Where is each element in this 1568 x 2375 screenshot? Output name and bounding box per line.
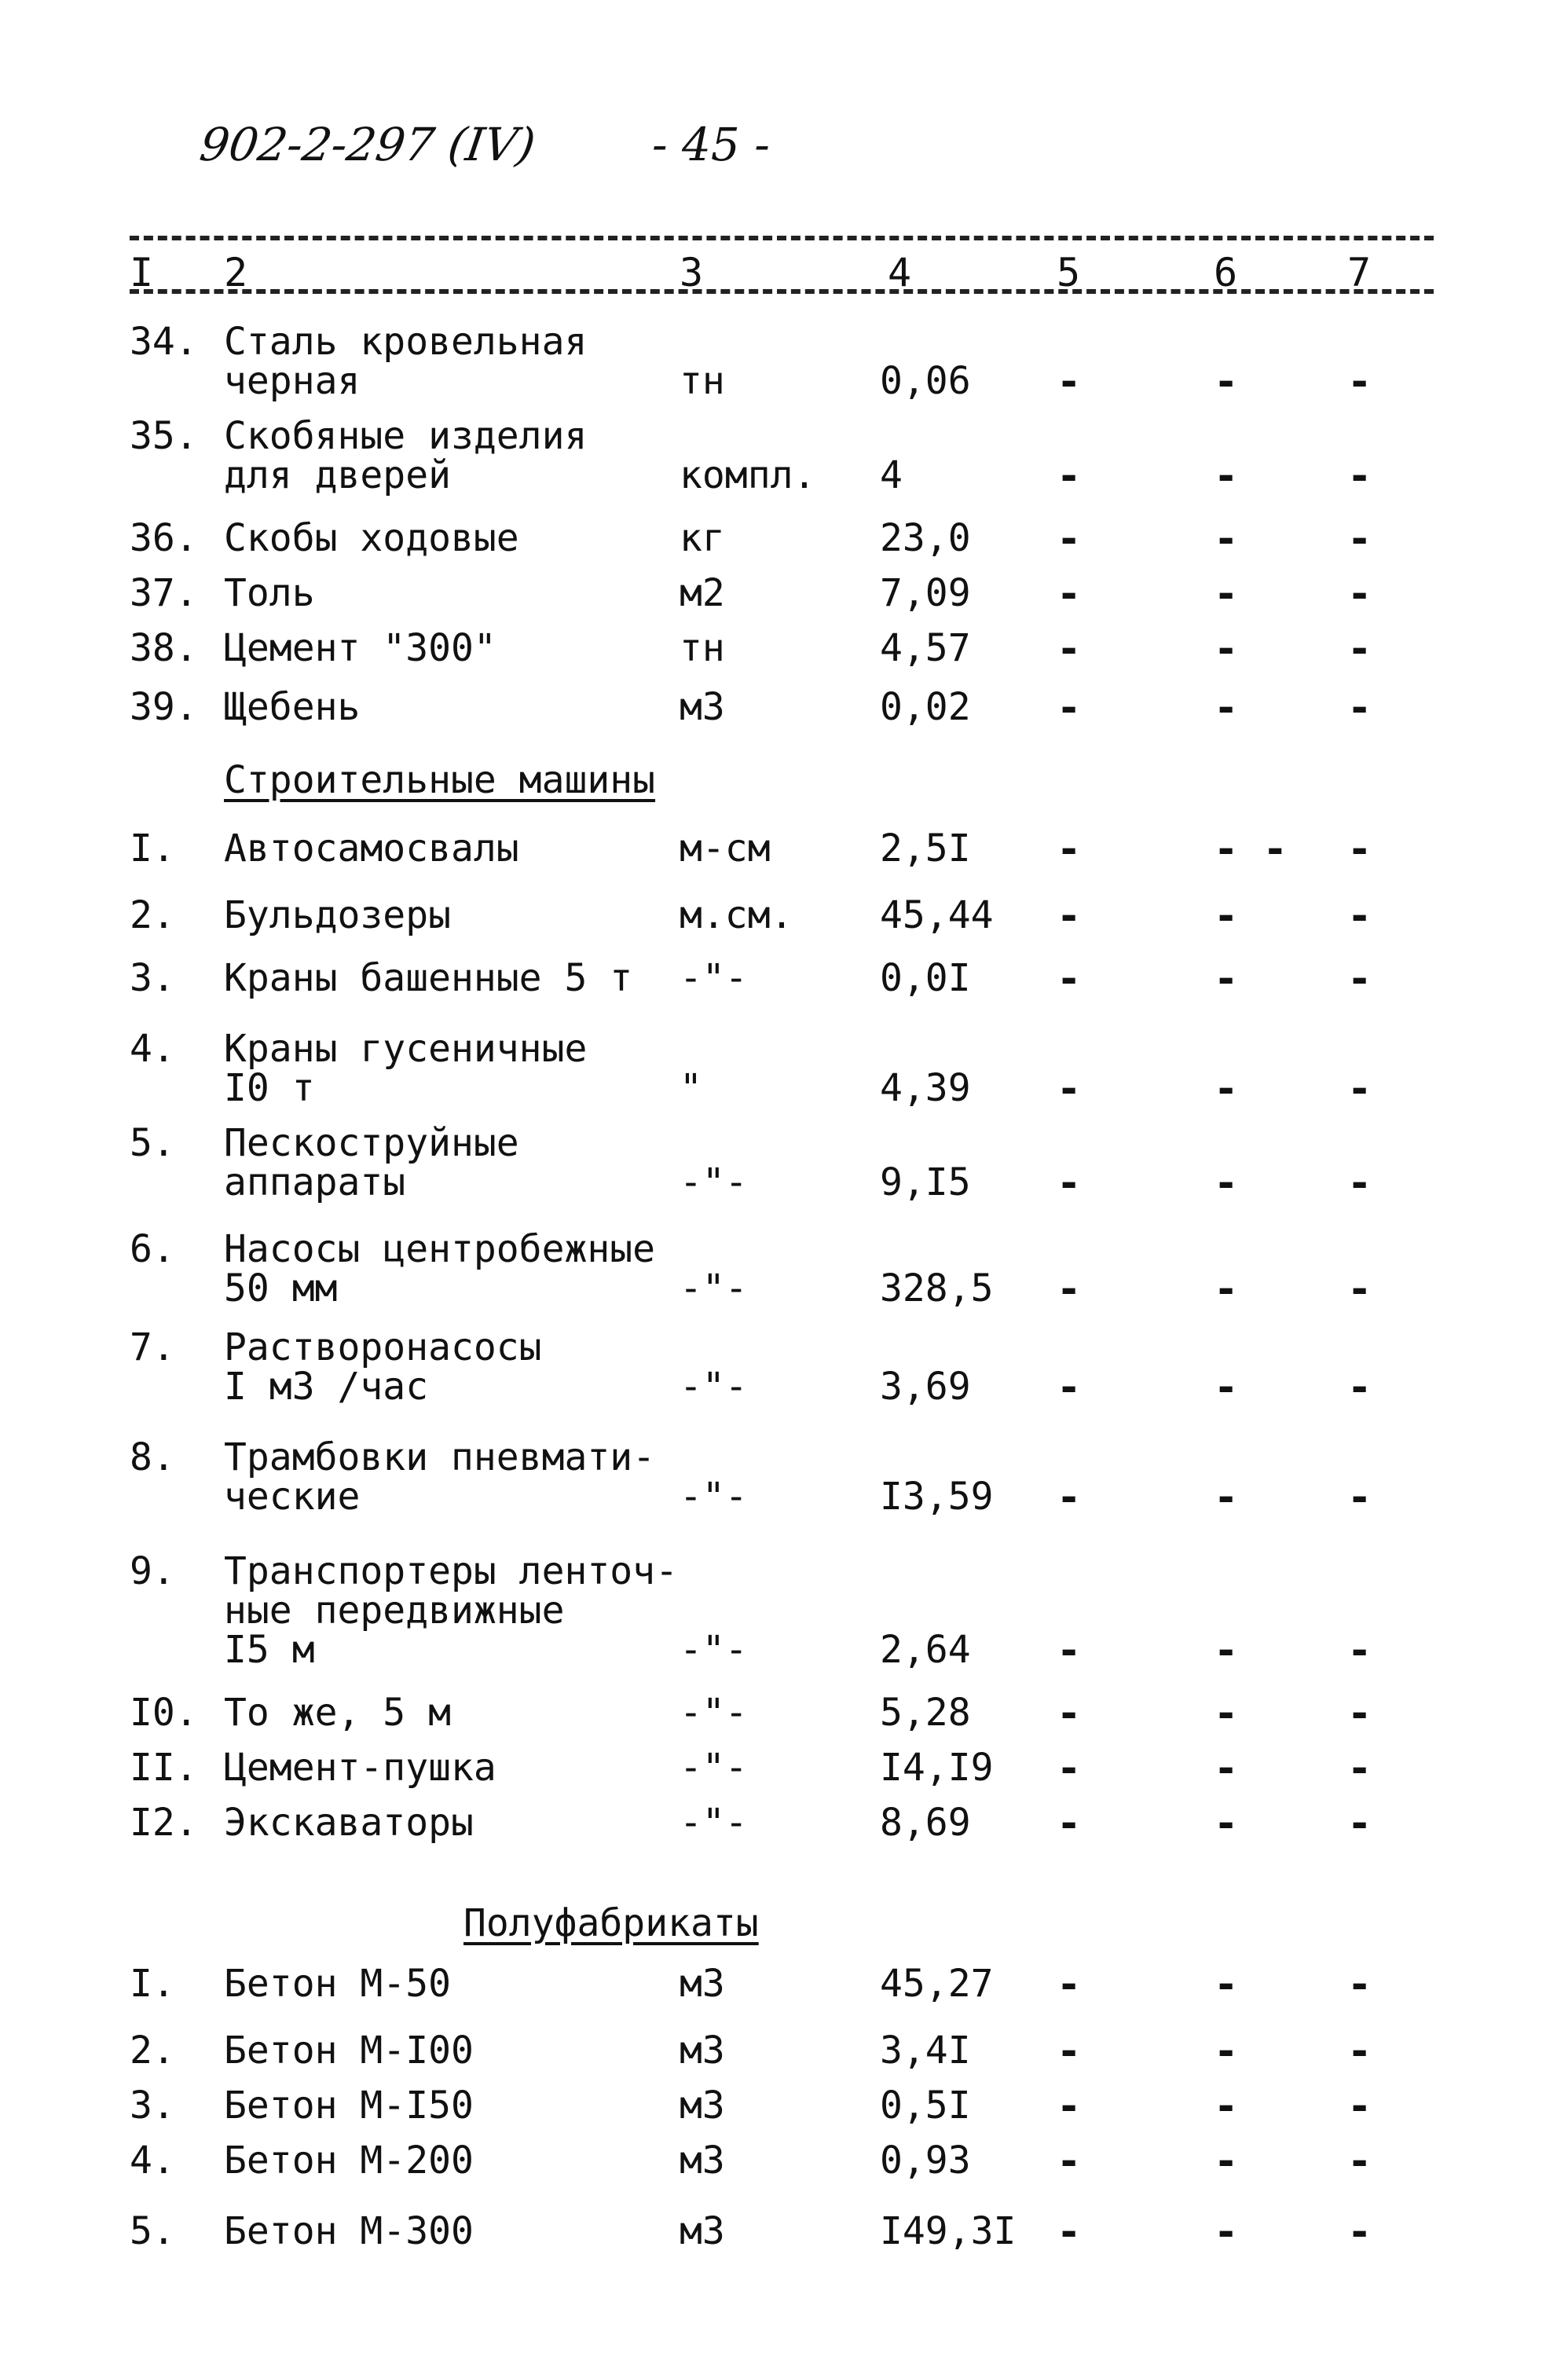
item-unit: тн [680, 359, 725, 403]
column-6-value: - [1214, 892, 1239, 940]
column-7-value: - [1347, 1745, 1372, 1792]
row-number: 9. [130, 1549, 175, 1593]
column-5-value: - [1057, 2083, 1082, 2130]
item-quantity: 45,27 [880, 1962, 994, 2006]
column-7-value: - [1347, 453, 1372, 500]
item-quantity: 2,5I [880, 826, 971, 870]
column-7-value: - [1347, 515, 1372, 563]
column-5-value: - [1057, 1690, 1082, 1737]
item-name: Щебень [224, 685, 361, 729]
item-unit: -"- [680, 1691, 748, 1735]
row-number: 7. [130, 1325, 175, 1369]
column-5-value: - [1057, 2138, 1082, 2185]
item-unit: " [680, 1066, 702, 1110]
column-7-value: - [1347, 955, 1372, 1002]
document-code: 902-2-297 (IV) [196, 118, 539, 171]
column-5-value: - [1057, 1745, 1082, 1792]
column-6-value: - [1214, 1474, 1239, 1521]
item-name: Пескоструйные аппараты [224, 1121, 519, 1204]
column-6-value: - [1214, 2208, 1239, 2256]
row-number: 8. [130, 1435, 175, 1479]
column-header-7: 7 [1347, 250, 1372, 295]
column-6-value: - [1214, 625, 1239, 673]
item-quantity: 5,28 [880, 1691, 971, 1735]
item-name: Краны гусеничные I0 т [224, 1027, 588, 1110]
item-quantity: 4 [880, 453, 903, 497]
item-unit: м3 [680, 2084, 725, 2128]
row-number: 4. [130, 2139, 175, 2183]
item-unit: м-см [680, 826, 771, 870]
column-6-value: - - [1214, 826, 1288, 873]
row-number: 3. [130, 956, 175, 1000]
item-unit: м3 [680, 1962, 725, 2006]
item-quantity: 0,93 [880, 2139, 971, 2183]
item-quantity: 0,0I [880, 956, 971, 1000]
column-6-value: - [1214, 1364, 1239, 1411]
column-7-value: - [1347, 826, 1372, 873]
column-7-value: - [1347, 1065, 1372, 1112]
item-name: Скобы ходовые [224, 516, 519, 560]
item-name: Бетон М-50 [224, 1962, 451, 2006]
item-name: Автосамосвалы [224, 826, 519, 870]
column-5-value: - [1057, 1474, 1082, 1521]
column-7-value: - [1347, 570, 1372, 618]
column-5-value: - [1057, 1160, 1082, 1207]
column-6-value: - [1214, 1627, 1239, 1674]
header-rule-top [130, 236, 1434, 240]
item-quantity: 328,5 [880, 1266, 994, 1310]
row-number: 35. [130, 414, 198, 458]
item-unit: м2 [680, 571, 725, 615]
item-name: Бетон М-200 [224, 2139, 474, 2183]
column-7-value: - [1347, 1961, 1372, 2008]
column-7-value: - [1347, 2028, 1372, 2075]
column-7-value: - [1347, 358, 1372, 405]
row-number: 5. [130, 2209, 175, 2253]
column-6-value: - [1214, 453, 1239, 500]
item-name: Бетон М-I00 [224, 2029, 474, 2073]
item-unit: -"- [680, 1475, 748, 1519]
column-6-value: - [1214, 1065, 1239, 1112]
row-number: I. [130, 826, 175, 870]
item-unit: -"- [680, 1746, 748, 1790]
column-7-value: - [1347, 2208, 1372, 2256]
column-5-value: - [1057, 1961, 1082, 2008]
column-7-value: - [1347, 1627, 1372, 1674]
item-name: Растворонасосы I м3 /час [224, 1325, 542, 1409]
column-5-value: - [1057, 1266, 1082, 1313]
item-unit: -"- [680, 1160, 748, 1204]
item-name: Толь [224, 571, 315, 615]
column-6-value: - [1214, 1266, 1239, 1313]
column-6-value: - [1214, 1160, 1239, 1207]
row-number: 38. [130, 626, 198, 670]
item-name: Сталь кровельная черная [224, 320, 588, 403]
column-header-6: 6 [1214, 250, 1238, 295]
row-number: 5. [130, 1121, 175, 1165]
item-quantity: I3,59 [880, 1475, 994, 1519]
section-title-machines: Строительные машины [224, 758, 656, 802]
item-quantity: 23,0 [880, 516, 971, 560]
item-name: Цемент "300" [224, 626, 496, 670]
column-6-value: - [1214, 358, 1239, 405]
column-7-value: - [1347, 1800, 1372, 1847]
column-6-value: - [1214, 2083, 1239, 2130]
column-7-value: - [1347, 1364, 1372, 1411]
item-name: То же, 5 м [224, 1691, 451, 1735]
section-title-semifinished: Полуфабрикаты [463, 1901, 759, 1945]
column-5-value: - [1057, 684, 1082, 731]
row-number: 3. [130, 2084, 175, 2128]
column-6-value: - [1214, 955, 1239, 1002]
column-7-value: - [1347, 2138, 1372, 2185]
column-7-value: - [1347, 1266, 1372, 1313]
item-unit: -"- [680, 1801, 748, 1845]
column-6-value: - [1214, 1690, 1239, 1737]
column-5-value: - [1057, 1065, 1082, 1112]
item-quantity: 2,64 [880, 1628, 971, 1672]
column-7-value: - [1347, 1474, 1372, 1521]
column-7-value: - [1347, 2083, 1372, 2130]
column-6-value: - [1214, 684, 1239, 731]
item-unit: компл. [680, 453, 816, 497]
row-number: 2. [130, 2029, 175, 2073]
item-quantity: 0,5I [880, 2084, 971, 2128]
column-7-value: - [1347, 1160, 1372, 1207]
row-number: I. [130, 1962, 175, 2006]
column-5-value: - [1057, 515, 1082, 563]
item-name: Бетон М-300 [224, 2209, 474, 2253]
item-unit: -"- [680, 956, 748, 1000]
item-quantity: I4,I9 [880, 1746, 994, 1790]
column-6-value: - [1214, 2028, 1239, 2075]
column-7-value: - [1347, 1690, 1372, 1737]
column-6-value: - [1214, 1961, 1239, 2008]
column-header-4: 4 [888, 250, 912, 295]
item-name: Транспортеры ленточ- ные передвижные I5 м [224, 1549, 678, 1672]
row-number: II. [130, 1746, 198, 1790]
item-unit: кг [680, 516, 725, 560]
row-number: 2. [130, 893, 175, 937]
row-number: 39. [130, 685, 198, 729]
row-number: 36. [130, 516, 198, 560]
item-quantity: 3,69 [880, 1365, 971, 1409]
item-name: Экскаваторы [224, 1801, 474, 1845]
column-5-value: - [1057, 826, 1082, 873]
item-unit: м3 [680, 2209, 725, 2253]
column-6-value: - [1214, 515, 1239, 563]
item-name: Трамбовки пневмати- ческие [224, 1435, 656, 1519]
column-5-value: - [1057, 570, 1082, 618]
item-unit: -"- [680, 1628, 748, 1672]
column-5-value: - [1057, 358, 1082, 405]
item-name: Цемент-пушка [224, 1746, 496, 1790]
item-unit: м.см. [680, 893, 793, 937]
column-5-value: - [1057, 892, 1082, 940]
item-unit: м3 [680, 2139, 725, 2183]
column-7-value: - [1347, 892, 1372, 940]
item-quantity: 3,4I [880, 2029, 971, 2073]
column-5-value: - [1057, 955, 1082, 1002]
item-unit: -"- [680, 1266, 748, 1310]
item-name: Бульдозеры [224, 893, 451, 937]
item-quantity: 0,02 [880, 685, 971, 729]
item-name: Насосы центробежные 50 мм [224, 1227, 656, 1310]
item-quantity: 7,09 [880, 571, 971, 615]
item-name: Скобяные изделия для дверей [224, 414, 588, 497]
column-6-value: - [1214, 1800, 1239, 1847]
column-6-value: - [1214, 2138, 1239, 2185]
item-unit: -"- [680, 1365, 748, 1409]
item-quantity: 4,57 [880, 626, 971, 670]
column-6-value: - [1214, 570, 1239, 618]
item-unit: тн [680, 626, 725, 670]
column-6-value: - [1214, 1745, 1239, 1792]
row-number: I2. [130, 1801, 198, 1845]
column-5-value: - [1057, 1627, 1082, 1674]
column-7-value: - [1347, 684, 1372, 731]
column-5-value: - [1057, 625, 1082, 673]
item-quantity: 4,39 [880, 1066, 971, 1110]
column-header-5: 5 [1057, 250, 1081, 295]
item-name: Краны башенные 5 т [224, 956, 633, 1000]
item-unit: м3 [680, 2029, 725, 2073]
column-5-value: - [1057, 2028, 1082, 2075]
item-name: Бетон М-I50 [224, 2084, 474, 2128]
row-number: 4. [130, 1027, 175, 1071]
item-quantity: 9,I5 [880, 1160, 971, 1204]
item-quantity: 8,69 [880, 1801, 971, 1845]
item-quantity: I49,3I [880, 2209, 1017, 2253]
row-number: 6. [130, 1227, 175, 1271]
column-header-1: I [130, 250, 154, 295]
column-header-2: 2 [224, 250, 248, 295]
row-number: 34. [130, 320, 198, 364]
column-5-value: - [1057, 2208, 1082, 2256]
header-rule-bottom [130, 289, 1434, 294]
column-header-3: 3 [680, 250, 704, 295]
item-quantity: 45,44 [880, 893, 994, 937]
page-number: - 45 - [652, 118, 770, 171]
item-quantity: 0,06 [880, 359, 971, 403]
column-5-value: - [1057, 1364, 1082, 1411]
row-number: 37. [130, 571, 198, 615]
item-unit: м3 [680, 685, 725, 729]
column-7-value: - [1347, 625, 1372, 673]
column-5-value: - [1057, 1800, 1082, 1847]
row-number: I0. [130, 1691, 198, 1735]
column-5-value: - [1057, 453, 1082, 500]
